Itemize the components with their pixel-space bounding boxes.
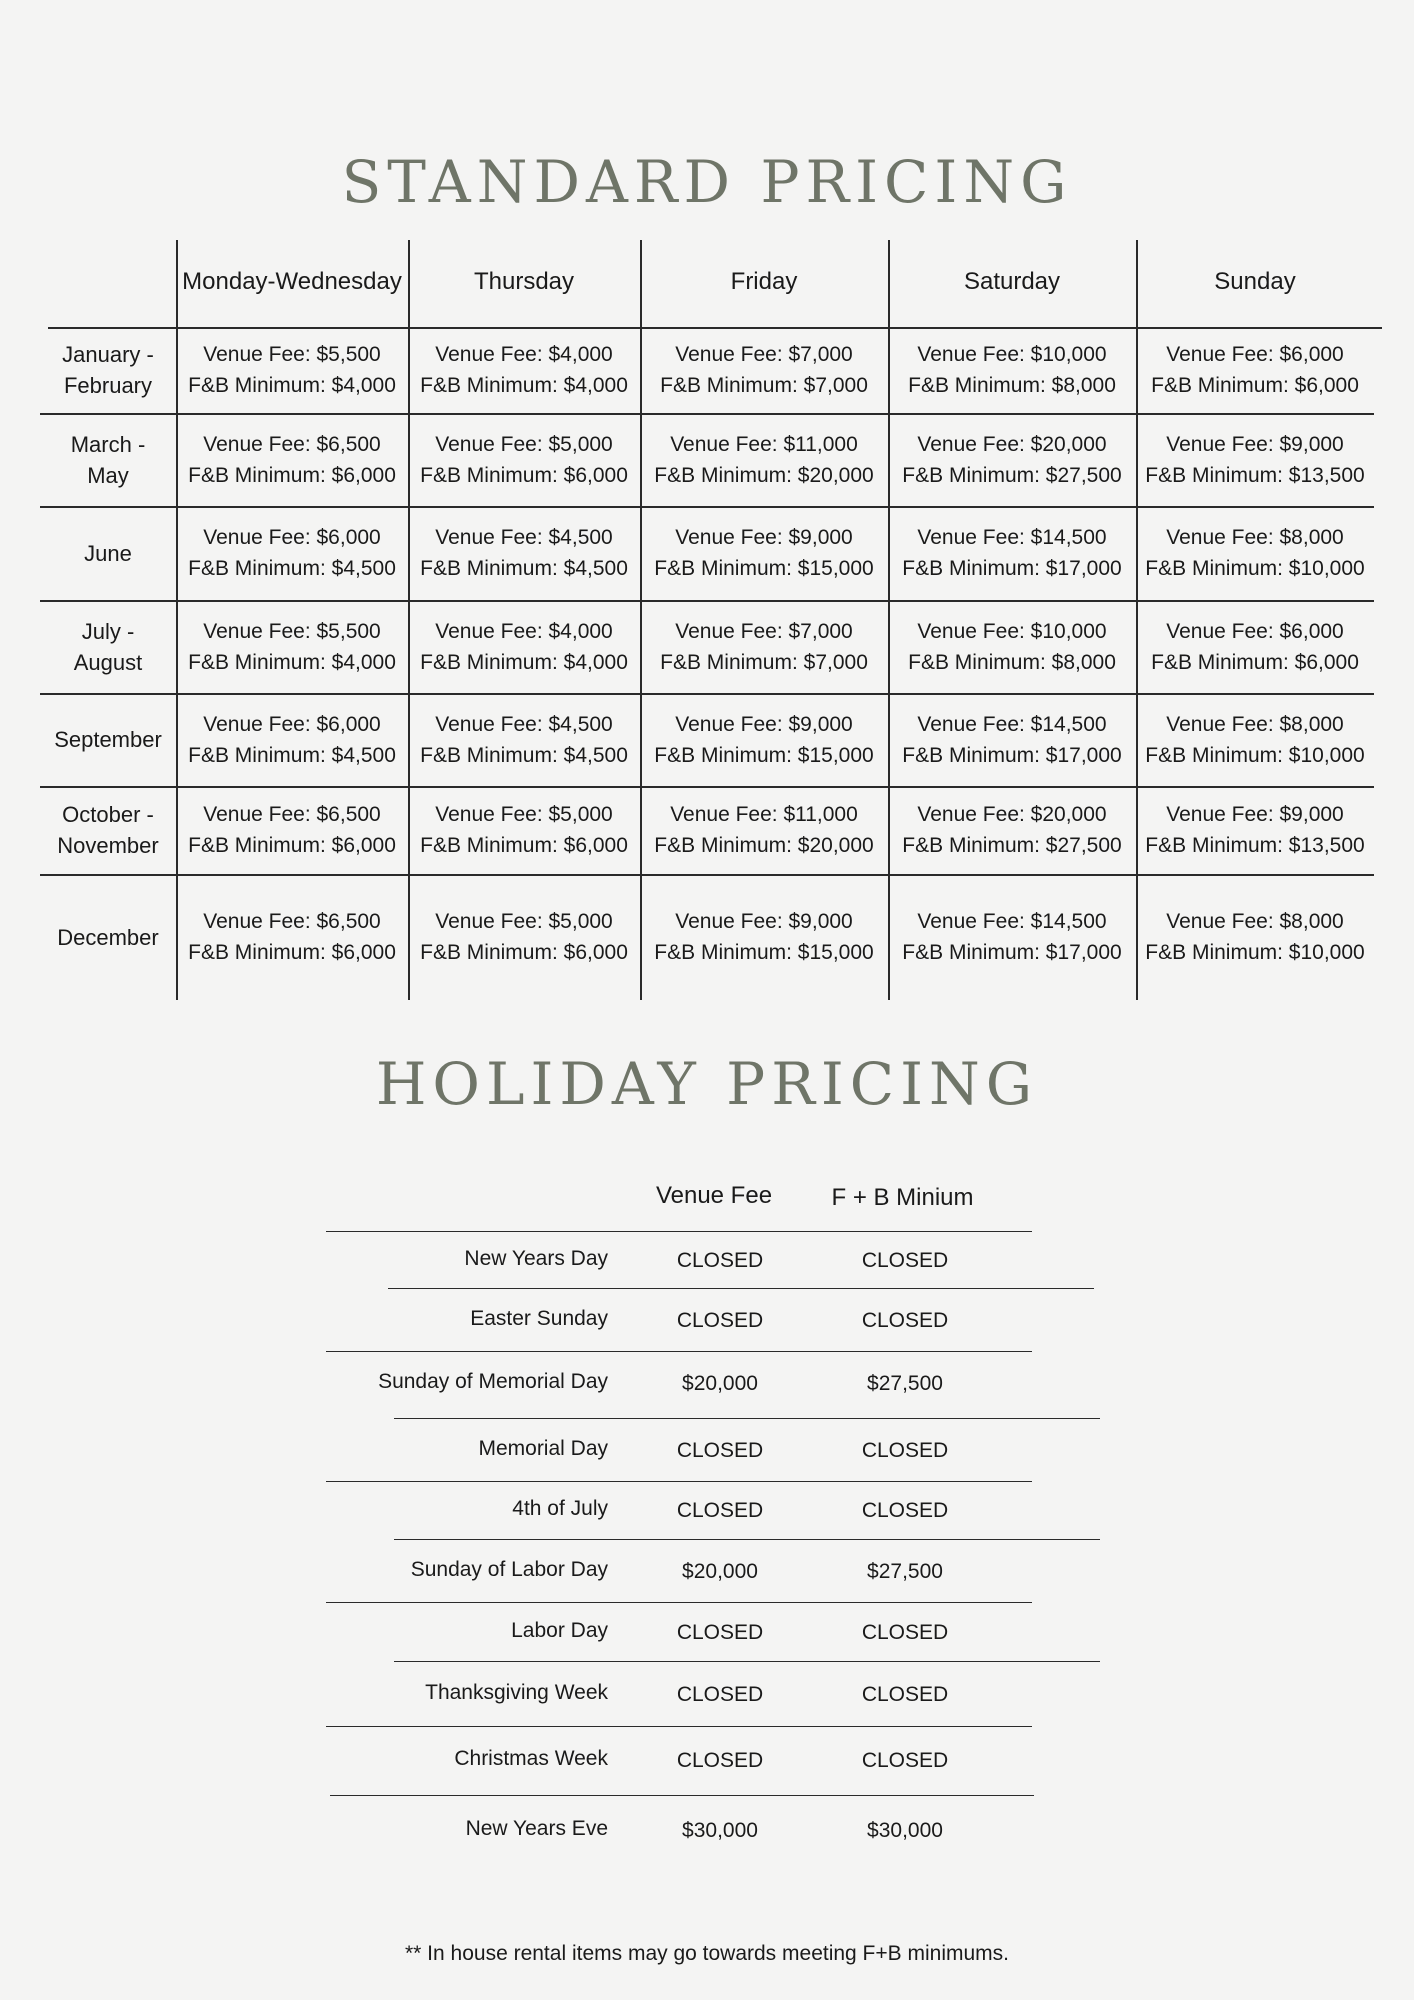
price-cell xyxy=(640,429,888,491)
price-cell xyxy=(640,339,888,401)
fb-minimum-text: F&B Minimum: $6,000 xyxy=(188,834,396,857)
venue-fee-text: Venue Fee: $6,500 xyxy=(203,432,381,456)
fb-minimum-value: CLOSED xyxy=(861,1749,949,1772)
fb-minimum-value: $30,000 xyxy=(867,1819,943,1842)
holiday-pricing-title: HOLIDAY PRICING xyxy=(375,1050,1039,1118)
venue-fee-text: Venue Fee: $4,500 xyxy=(435,712,613,736)
fb-minimum-text: F&B Minimum: $6,000 xyxy=(420,834,628,857)
venue-fee-value: CLOSED xyxy=(676,1749,764,1772)
holiday-name: Sunday of Memorial Day xyxy=(378,1370,608,1393)
price-cell xyxy=(1136,339,1374,401)
month-label xyxy=(40,339,176,401)
venue-fee-text: Venue Fee: $5,500 xyxy=(203,343,381,366)
day-header: Monday-Wednesday xyxy=(182,268,402,295)
venue-fee-text: Venue Fee: $4,000 xyxy=(435,343,613,366)
month-label xyxy=(40,922,176,953)
venue-fee-value: $20,000 xyxy=(682,1560,758,1583)
price-cell xyxy=(176,429,408,491)
fb-minimum-text: F&B Minimum: $4,000 xyxy=(188,650,396,674)
fb-minimum-text: F&B Minimum: $6,000 xyxy=(420,941,628,964)
month-label-line: August xyxy=(73,649,143,675)
venue-fee-text: Venue Fee: $6,000 xyxy=(1166,343,1344,366)
fb-minimum-header: F + B Minium xyxy=(831,1184,974,1211)
fb-minimum-text: F&B Minimum: $4,000 xyxy=(420,374,628,397)
fb-minimum-text: F&B Minimum: $20,000 xyxy=(654,463,874,487)
venue-fee-text: Venue Fee: $7,000 xyxy=(675,343,853,366)
venue-fee-text: Venue Fee: $14,500 xyxy=(917,526,1107,549)
row-divider xyxy=(40,693,1374,695)
price-cell xyxy=(176,906,408,968)
fb-minimum-text: F&B Minimum: $4,000 xyxy=(188,374,396,397)
fb-minimum-value: CLOSED xyxy=(861,1621,949,1644)
holiday-name: New Years Eve xyxy=(465,1817,608,1840)
row-divider xyxy=(40,600,1374,602)
price-cell xyxy=(640,906,888,968)
row-divider xyxy=(394,1539,1100,1540)
venue-fee-value: CLOSED xyxy=(676,1249,764,1272)
venue-fee-text: Venue Fee: $5,000 xyxy=(435,803,613,826)
venue-fee-text: Venue Fee: $4,000 xyxy=(435,619,613,643)
price-cell xyxy=(1136,906,1374,968)
row-divider xyxy=(326,1351,1032,1352)
fb-minimum-text: F&B Minimum: $6,000 xyxy=(420,463,628,487)
holiday-name: Labor Day xyxy=(511,1619,608,1642)
price-cell xyxy=(888,522,1136,584)
venue-fee-text: Venue Fee: $5,000 xyxy=(435,910,613,933)
venue-fee-text: Venue Fee: $9,000 xyxy=(675,526,853,549)
fb-minimum-value: $27,500 xyxy=(867,1560,943,1583)
venue-fee-text: Venue Fee: $9,000 xyxy=(675,910,853,933)
month-label-line: February xyxy=(63,373,153,398)
row-divider xyxy=(326,1481,1032,1482)
price-cell xyxy=(888,429,1136,491)
venue-fee-text: Venue Fee: $11,000 xyxy=(670,432,858,456)
fb-minimum-text: F&B Minimum: $20,000 xyxy=(654,834,874,857)
month-label-line: December xyxy=(57,924,159,950)
row-divider xyxy=(40,786,1374,788)
fb-minimum-value: CLOSED xyxy=(861,1683,949,1706)
holiday-name: Sunday of Labor Day xyxy=(410,1558,608,1581)
price-cell xyxy=(888,709,1136,771)
fb-minimum-text: F&B Minimum: $7,000 xyxy=(660,650,868,674)
price-cell xyxy=(640,616,888,678)
fb-minimum-text: F&B Minimum: $17,000 xyxy=(902,557,1122,580)
venue-fee-text: Venue Fee: $7,000 xyxy=(675,619,853,643)
fb-minimum-text: F&B Minimum: $4,500 xyxy=(188,557,396,580)
venue-fee-value: $20,000 xyxy=(682,1372,758,1395)
footnote: ** In house rental items may go towards meeting F+B minimums. xyxy=(405,1942,1009,1965)
row-divider xyxy=(394,1661,1100,1662)
fb-minimum-value: CLOSED xyxy=(861,1439,949,1462)
venue-fee-text: Venue Fee: $5,000 xyxy=(435,432,613,456)
holiday-name: Christmas Week xyxy=(454,1747,608,1770)
price-cell xyxy=(176,709,408,771)
price-cell xyxy=(888,799,1136,861)
fb-minimum-value: CLOSED xyxy=(861,1309,949,1332)
fb-minimum-text: F&B Minimum: $8,000 xyxy=(908,650,1116,674)
day-header: Saturday xyxy=(963,268,1061,295)
day-header: Thursday xyxy=(473,268,575,295)
venue-fee-text: Venue Fee: $20,000 xyxy=(917,432,1107,456)
venue-fee-text: Venue Fee: $9,000 xyxy=(1166,432,1344,456)
row-divider xyxy=(388,1288,1094,1289)
venue-fee-text: Venue Fee: $20,000 xyxy=(917,803,1107,826)
fb-minimum-value: CLOSED xyxy=(861,1249,949,1272)
price-cell xyxy=(640,709,888,771)
fb-minimum-text: F&B Minimum: $27,500 xyxy=(902,834,1122,857)
fb-minimum-text: F&B Minimum: $4,000 xyxy=(420,650,628,674)
month-label xyxy=(40,538,176,569)
fb-minimum-text: F&B Minimum: $4,500 xyxy=(188,743,396,767)
venue-fee-text: Venue Fee: $6,500 xyxy=(203,803,381,826)
price-cell xyxy=(408,429,640,491)
fb-minimum-text: F&B Minimum: $13,500 xyxy=(1145,463,1365,487)
month-label-line: November xyxy=(57,833,159,858)
price-cell xyxy=(176,339,408,401)
venue-fee-value: CLOSED xyxy=(676,1621,764,1644)
fb-minimum-text: F&B Minimum: $4,500 xyxy=(420,557,628,580)
holiday-name: Memorial Day xyxy=(478,1437,608,1460)
fb-minimum-value: $27,500 xyxy=(867,1372,943,1395)
row-divider xyxy=(394,1418,1100,1419)
holiday-name: 4th of July xyxy=(512,1497,608,1520)
day-header: Friday xyxy=(730,268,798,295)
venue-fee-text: Venue Fee: $10,000 xyxy=(917,343,1107,366)
price-cell xyxy=(1136,522,1374,584)
price-cell xyxy=(176,616,408,678)
venue-fee-text: Venue Fee: $14,500 xyxy=(917,910,1107,933)
venue-fee-text: Venue Fee: $8,000 xyxy=(1166,910,1344,933)
venue-fee-value: CLOSED xyxy=(676,1309,764,1332)
price-cell xyxy=(408,906,640,968)
month-label-line: May xyxy=(87,462,129,488)
venue-fee-text: Venue Fee: $10,000 xyxy=(917,619,1107,643)
fb-minimum-text: F&B Minimum: $4,500 xyxy=(420,743,628,767)
price-cell xyxy=(1136,709,1374,771)
standard-pricing-title: STANDARD PRICING xyxy=(341,148,1073,216)
month-label xyxy=(40,799,176,861)
row-divider xyxy=(326,1726,1032,1727)
fb-minimum-text: F&B Minimum: $15,000 xyxy=(654,941,874,964)
venue-fee-text: Venue Fee: $4,500 xyxy=(435,526,613,549)
venue-fee-text: Venue Fee: $14,500 xyxy=(917,712,1107,736)
holiday-name: New Years Day xyxy=(464,1247,608,1270)
month-label-line: September xyxy=(54,727,162,752)
venue-fee-header: Venue Fee xyxy=(655,1182,773,1209)
venue-fee-text: Venue Fee: $6,000 xyxy=(203,712,381,736)
fb-minimum-text: F&B Minimum: $10,000 xyxy=(1145,557,1365,580)
month-label xyxy=(40,429,176,491)
month-label xyxy=(40,616,176,678)
fb-minimum-text: F&B Minimum: $7,000 xyxy=(660,374,868,397)
price-cell xyxy=(176,522,408,584)
venue-fee-value: CLOSED xyxy=(676,1499,764,1522)
row-divider xyxy=(40,874,1374,876)
fb-minimum-text: F&B Minimum: $6,000 xyxy=(1151,650,1359,674)
price-cell xyxy=(640,799,888,861)
fb-minimum-text: F&B Minimum: $13,500 xyxy=(1145,834,1365,857)
day-header: Sunday xyxy=(1214,268,1296,295)
fb-minimum-text: F&B Minimum: $27,500 xyxy=(902,463,1122,487)
venue-fee-text: Venue Fee: $6,000 xyxy=(1166,619,1344,643)
fb-minimum-text: F&B Minimum: $17,000 xyxy=(902,941,1122,964)
holiday-name: Thanksgiving Week xyxy=(425,1681,608,1704)
price-cell xyxy=(888,339,1136,401)
row-divider xyxy=(48,327,1382,329)
fb-minimum-text: F&B Minimum: $6,000 xyxy=(188,463,396,487)
month-label-line: July - xyxy=(81,618,135,644)
price-cell xyxy=(408,616,640,678)
fb-minimum-text: F&B Minimum: $6,000 xyxy=(188,941,396,964)
fb-minimum-text: F&B Minimum: $10,000 xyxy=(1145,743,1365,767)
price-cell xyxy=(640,522,888,584)
fb-minimum-text: F&B Minimum: $8,000 xyxy=(908,374,1116,397)
month-label xyxy=(40,724,176,755)
month-label-line: June xyxy=(84,540,132,566)
row-divider xyxy=(330,1795,1034,1796)
price-cell xyxy=(888,906,1136,968)
month-label-line: March - xyxy=(70,431,146,457)
venue-fee-text: Venue Fee: $6,500 xyxy=(203,910,381,933)
price-cell xyxy=(1136,429,1374,491)
venue-fee-text: Venue Fee: $6,000 xyxy=(203,526,381,549)
row-divider xyxy=(326,1602,1032,1603)
venue-fee-value: CLOSED xyxy=(676,1439,764,1462)
price-cell xyxy=(408,799,640,861)
fb-minimum-text: F&B Minimum: $6,000 xyxy=(1151,374,1359,397)
fb-minimum-text: F&B Minimum: $10,000 xyxy=(1145,941,1365,964)
row-divider xyxy=(326,1231,1032,1232)
price-cell xyxy=(1136,616,1374,678)
venue-fee-text: Venue Fee: $9,000 xyxy=(675,712,853,736)
price-cell xyxy=(176,799,408,861)
holiday-name: Easter Sunday xyxy=(470,1307,608,1330)
venue-fee-text: Venue Fee: $8,000 xyxy=(1166,526,1344,549)
venue-fee-text: Venue Fee: $5,500 xyxy=(203,619,381,643)
price-cell xyxy=(1136,799,1374,861)
venue-fee-text: Venue Fee: $9,000 xyxy=(1166,803,1344,826)
price-cell xyxy=(888,616,1136,678)
row-divider xyxy=(40,506,1374,508)
price-cell xyxy=(408,709,640,771)
venue-fee-value: $30,000 xyxy=(682,1819,758,1842)
fb-minimum-text: F&B Minimum: $15,000 xyxy=(654,557,874,580)
fb-minimum-text: F&B Minimum: $15,000 xyxy=(654,743,874,767)
venue-fee-text: Venue Fee: $11,000 xyxy=(670,803,858,826)
fb-minimum-value: CLOSED xyxy=(861,1499,949,1522)
month-label-line: January - xyxy=(62,342,154,367)
price-cell xyxy=(408,522,640,584)
venue-fee-text: Venue Fee: $8,000 xyxy=(1166,712,1344,736)
venue-fee-value: CLOSED xyxy=(676,1683,764,1706)
row-divider xyxy=(40,413,1374,415)
fb-minimum-text: F&B Minimum: $17,000 xyxy=(902,743,1122,767)
price-cell xyxy=(408,339,640,401)
month-label-line: October - xyxy=(62,802,154,827)
